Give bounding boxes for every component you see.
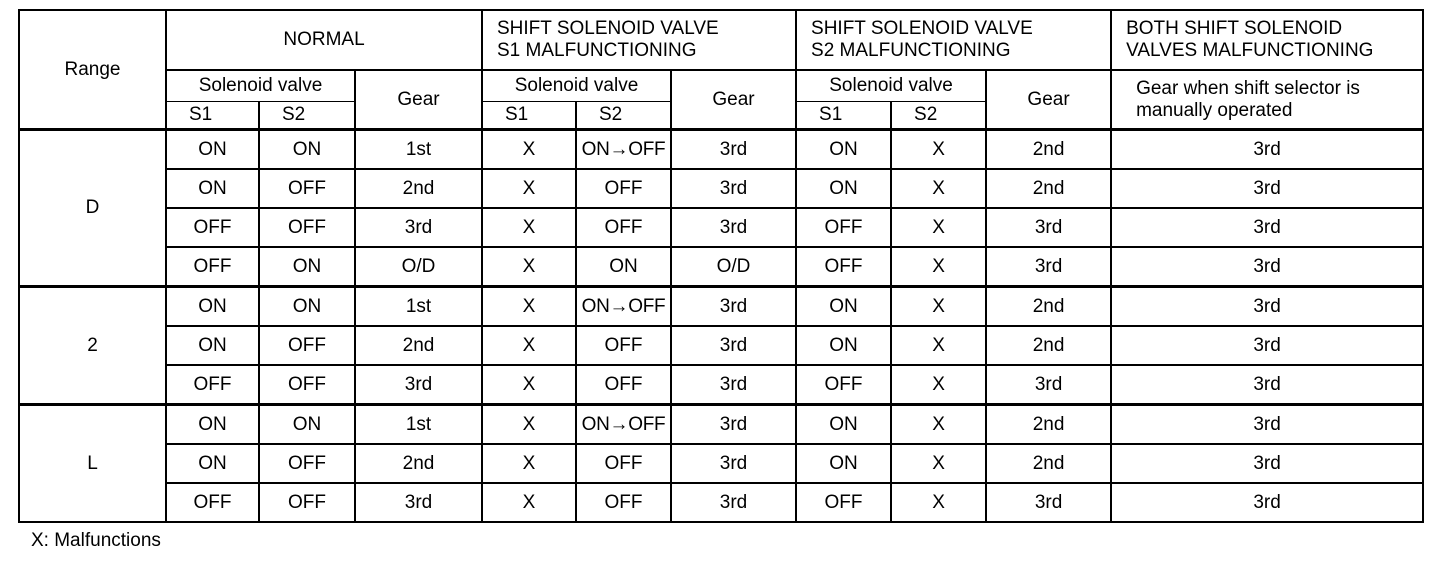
- header-s1-s1malf: S1: [482, 102, 576, 130]
- cell-a-gear: 3rd: [671, 287, 796, 327]
- cell-b-gear: 3rd: [986, 365, 1111, 405]
- table-row: [19, 208, 1423, 247]
- cell-n-gear: 1st: [355, 130, 482, 170]
- footnote: X: Malfunctions: [31, 530, 161, 551]
- cell-both: 3rd: [1111, 208, 1423, 247]
- cell-a-s2: OFF: [576, 444, 671, 483]
- cell-b-s1: ON: [796, 405, 891, 445]
- header-s2-s1malf: S2: [576, 102, 671, 130]
- cell-b-s2: X: [891, 287, 986, 327]
- cell-b-s2: X: [891, 405, 986, 445]
- cell-n-s2: OFF: [259, 444, 355, 483]
- cell-b-s1: OFF: [796, 365, 891, 405]
- header-normal: NORMAL: [166, 10, 482, 70]
- cell-b-s2: X: [891, 365, 986, 405]
- cell-a-s2: OFF: [576, 483, 671, 522]
- cell-both: 3rd: [1111, 444, 1423, 483]
- header-s2-s2malf: S2: [891, 102, 986, 130]
- cell-n-gear: 3rd: [355, 483, 482, 522]
- cell-n-s2: ON: [259, 405, 355, 445]
- cell-a-gear: 3rd: [671, 365, 796, 405]
- header-solenoid-valve-normal: Solenoid valve: [166, 70, 355, 102]
- header-s1-line1: SHIFT SOLENOID VALVE: [497, 18, 719, 39]
- cell-n-s1: ON: [166, 444, 259, 483]
- cell-n-s1: ON: [166, 287, 259, 327]
- cell-a-gear: O/D: [671, 247, 796, 287]
- cell-both: 3rd: [1111, 130, 1423, 170]
- header-s2-malfunctioning: [796, 10, 1111, 70]
- cell-a-s2: ON: [576, 247, 671, 287]
- header-range: Range: [19, 10, 166, 130]
- header-s2-line1: SHIFT SOLENOID VALVE: [811, 18, 1033, 39]
- cell-b-s2: X: [891, 444, 986, 483]
- cell-a-s2: ON→OFF: [576, 287, 671, 327]
- range-cell: L: [19, 405, 166, 523]
- table-row: [19, 326, 1423, 365]
- cell-n-s2: OFF: [259, 483, 355, 522]
- range-cell: D: [19, 130, 166, 287]
- cell-b-s1: OFF: [796, 483, 891, 522]
- cell-n-gear: O/D: [355, 247, 482, 287]
- cell-n-gear: 2nd: [355, 169, 482, 208]
- cell-b-gear: 2nd: [986, 287, 1111, 327]
- table-row: [19, 130, 1423, 170]
- cell-a-s1: X: [482, 208, 576, 247]
- cell-n-s1: ON: [166, 405, 259, 445]
- cell-n-s1: ON: [166, 169, 259, 208]
- cell-b-s2: X: [891, 247, 986, 287]
- header-both-line1: BOTH SHIFT SOLENOID: [1126, 18, 1343, 39]
- cell-a-s1: X: [482, 444, 576, 483]
- cell-a-gear: 3rd: [671, 208, 796, 247]
- cell-a-s1: X: [482, 326, 576, 365]
- table-row: [19, 365, 1423, 405]
- header-s2-line2: S2 MALFUNCTIONING: [811, 40, 1011, 61]
- cell-n-gear: 3rd: [355, 208, 482, 247]
- header-both-malfunctioning: [1111, 10, 1423, 70]
- cell-n-s1: OFF: [166, 208, 259, 247]
- cell-b-s2: X: [891, 130, 986, 170]
- table-row: [19, 483, 1423, 522]
- table-row: [19, 169, 1423, 208]
- cell-a-s1: X: [482, 365, 576, 405]
- cell-a-s1: X: [482, 169, 576, 208]
- cell-b-gear: 2nd: [986, 130, 1111, 170]
- cell-both: 3rd: [1111, 365, 1423, 405]
- cell-a-s1: X: [482, 405, 576, 445]
- header-solenoid-valve-s1: Solenoid valve: [482, 70, 671, 102]
- cell-b-s2: X: [891, 169, 986, 208]
- header-both-note: [1111, 70, 1423, 130]
- header-gear-normal: Gear: [355, 70, 482, 130]
- cell-a-s1: X: [482, 483, 576, 522]
- cell-b-s1: ON: [796, 169, 891, 208]
- cell-a-s1: X: [482, 247, 576, 287]
- cell-n-s2: OFF: [259, 208, 355, 247]
- cell-n-s1: OFF: [166, 247, 259, 287]
- cell-n-s2: ON: [259, 247, 355, 287]
- header-both-note-line1: Gear when shift selector is: [1136, 77, 1360, 99]
- cell-a-s1: X: [482, 287, 576, 327]
- cell-b-gear: 2nd: [986, 444, 1111, 483]
- cell-b-s1: ON: [796, 326, 891, 365]
- cell-b-gear: 3rd: [986, 247, 1111, 287]
- header-both-line2: VALVES MALFUNCTIONING: [1126, 40, 1374, 61]
- cell-b-s1: ON: [796, 130, 891, 170]
- header-both-note-line2: manually operated: [1136, 99, 1293, 121]
- cell-both: 3rd: [1111, 247, 1423, 287]
- cell-a-gear: 3rd: [671, 405, 796, 445]
- cell-n-s2: ON: [259, 287, 355, 327]
- cell-b-gear: 2nd: [986, 169, 1111, 208]
- solenoid-valve-table: [18, 9, 1424, 523]
- cell-a-gear: 3rd: [671, 326, 796, 365]
- cell-b-s1: ON: [796, 287, 891, 327]
- cell-a-gear: 3rd: [671, 130, 796, 170]
- cell-a-s2: OFF: [576, 326, 671, 365]
- cell-a-s1: X: [482, 130, 576, 170]
- cell-both: 3rd: [1111, 287, 1423, 327]
- cell-b-gear: 2nd: [986, 326, 1111, 365]
- table-row: [19, 444, 1423, 483]
- cell-a-s2: OFF: [576, 365, 671, 405]
- table-row: [19, 287, 1423, 327]
- cell-b-s2: X: [891, 483, 986, 522]
- header-s1-malfunctioning: [482, 10, 796, 70]
- header-gear-s2: Gear: [986, 70, 1111, 130]
- cell-n-s1: ON: [166, 326, 259, 365]
- cell-n-gear: 2nd: [355, 444, 482, 483]
- cell-b-s2: X: [891, 208, 986, 247]
- cell-n-s1: ON: [166, 130, 259, 170]
- cell-both: 3rd: [1111, 169, 1423, 208]
- cell-b-gear: 2nd: [986, 405, 1111, 445]
- cell-b-gear: 3rd: [986, 483, 1111, 522]
- header-s1-normal: S1: [166, 102, 259, 130]
- cell-a-gear: 3rd: [671, 483, 796, 522]
- cell-n-s2: ON: [259, 130, 355, 170]
- cell-both: 3rd: [1111, 405, 1423, 445]
- cell-b-s1: ON: [796, 444, 891, 483]
- header-gear-s1: Gear: [671, 70, 796, 130]
- cell-b-s2: X: [891, 326, 986, 365]
- cell-n-s2: OFF: [259, 169, 355, 208]
- cell-n-s2: OFF: [259, 365, 355, 405]
- cell-n-gear: 2nd: [355, 326, 482, 365]
- cell-a-s2: ON→OFF: [576, 405, 671, 445]
- cell-n-s2: OFF: [259, 326, 355, 365]
- cell-n-gear: 1st: [355, 287, 482, 327]
- table-body: [19, 130, 1423, 523]
- cell-n-gear: 3rd: [355, 365, 482, 405]
- cell-n-s1: OFF: [166, 483, 259, 522]
- header-solenoid-valve-s2: Solenoid valve: [796, 70, 986, 102]
- cell-a-gear: 3rd: [671, 444, 796, 483]
- cell-both: 3rd: [1111, 483, 1423, 522]
- cell-b-s1: OFF: [796, 208, 891, 247]
- cell-a-gear: 3rd: [671, 169, 796, 208]
- cell-n-s1: OFF: [166, 365, 259, 405]
- header-s2-normal: S2: [259, 102, 355, 130]
- cell-a-s2: ON→OFF: [576, 130, 671, 170]
- cell-both: 3rd: [1111, 326, 1423, 365]
- header-s1-line2: S1 MALFUNCTIONING: [497, 40, 697, 61]
- table-row: [19, 247, 1423, 287]
- header-s1-s2malf: S1: [796, 102, 891, 130]
- range-cell: 2: [19, 287, 166, 405]
- cell-a-s2: OFF: [576, 169, 671, 208]
- cell-n-gear: 1st: [355, 405, 482, 445]
- cell-b-s1: OFF: [796, 247, 891, 287]
- table-row: [19, 405, 1423, 445]
- cell-b-gear: 3rd: [986, 208, 1111, 247]
- cell-a-s2: OFF: [576, 208, 671, 247]
